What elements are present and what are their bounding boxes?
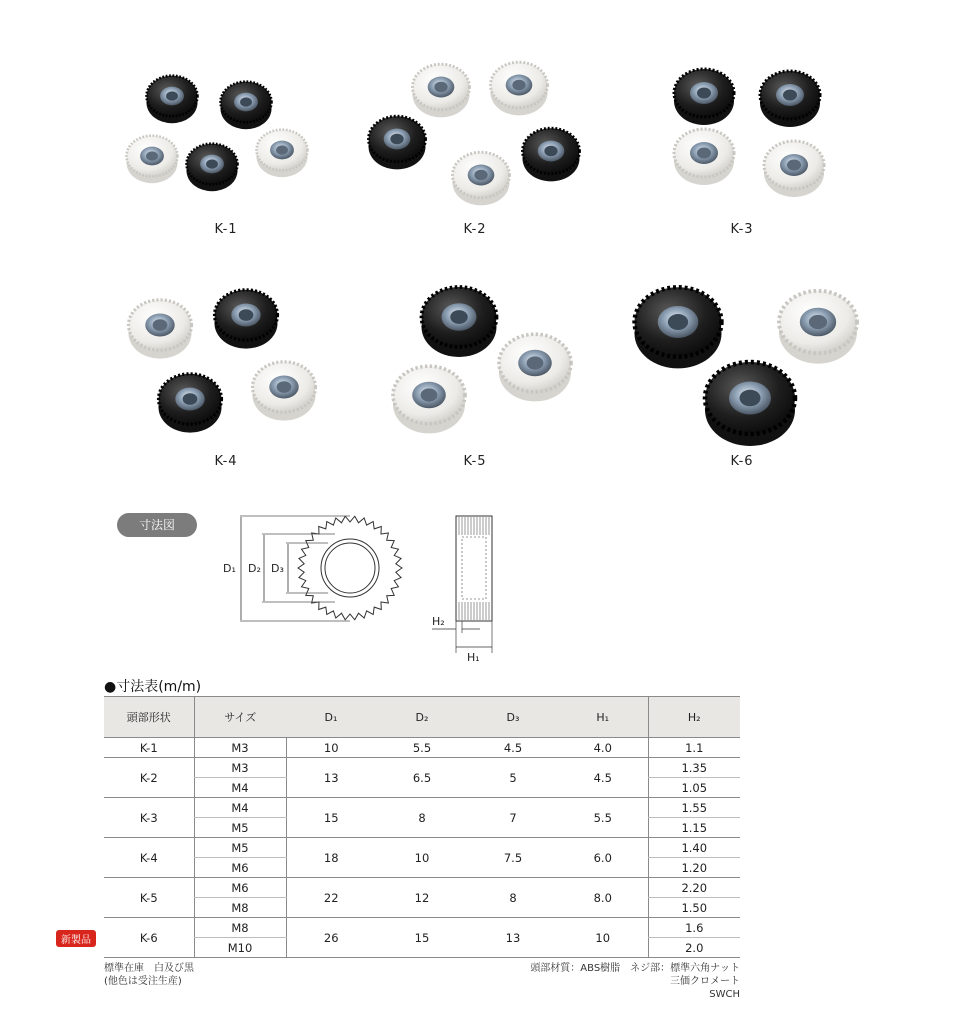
table-row [104, 738, 740, 758]
cell-size: M8 [194, 898, 286, 918]
cell-d1: 15 [286, 798, 376, 838]
cell-h1: 8.0 [558, 878, 648, 918]
label-d2: D₂ [248, 562, 261, 575]
photo-k6 [622, 270, 862, 450]
cell-d2: 8 [376, 798, 468, 838]
photo-k5 [355, 275, 595, 455]
cell-d2: 6.5 [376, 758, 468, 798]
cell-shape: K-6 [104, 918, 194, 958]
cell-h1: 4.0 [558, 738, 648, 758]
cell-size: M3 [194, 758, 286, 778]
caption-k6: K-6 [730, 454, 754, 469]
cell-shape: K-3 [104, 798, 194, 838]
cell-h2: 1.20 [648, 858, 740, 878]
table-row [104, 918, 740, 938]
cell-size: M5 [194, 818, 286, 838]
cell-h2: 1.50 [648, 898, 740, 918]
cell-h2: 1.35 [648, 758, 740, 778]
header-h2: H₂ [648, 697, 740, 738]
table-row [104, 838, 740, 858]
cell-d2: 15 [376, 918, 468, 958]
header-h1: H₁ [558, 697, 648, 738]
cell-h2: 1.05 [648, 778, 740, 798]
dimension-table-title: ●寸法表(m/m) [104, 679, 202, 695]
cell-h1: 10 [558, 918, 648, 958]
knurled-outline [298, 516, 402, 620]
table-header-row [104, 697, 740, 738]
photo-k2 [355, 55, 595, 235]
cell-d2: 12 [376, 878, 468, 918]
cell-d2: 5.5 [376, 738, 468, 758]
photo-k3 [622, 55, 862, 235]
caption-k5: K-5 [463, 454, 487, 469]
cell-d3: 13 [468, 918, 558, 958]
dimension-diagram-badge: 寸法図 [117, 513, 197, 537]
cell-d1: 22 [286, 878, 376, 918]
cell-d2: 10 [376, 838, 468, 878]
cell-d3: 8 [468, 878, 558, 918]
cell-shape: K-1 [104, 738, 194, 758]
caption-k3: K-3 [730, 222, 754, 237]
cell-size: M4 [194, 798, 286, 818]
cell-d1: 26 [286, 918, 376, 958]
photo-k1 [106, 60, 346, 240]
material-note [530, 962, 740, 1001]
table-row [104, 878, 740, 898]
stock-note-line: 標準在庫 白及び黒 [104, 963, 194, 974]
cell-h1: 4.5 [558, 758, 648, 798]
cell-d1: 13 [286, 758, 376, 798]
label-h2: H₂ [432, 615, 445, 628]
cell-h1: 5.5 [558, 798, 648, 838]
cell-h2: 1.55 [648, 798, 740, 818]
cell-size: M8 [194, 918, 286, 938]
cell-size: M6 [194, 858, 286, 878]
caption-k2: K-2 [463, 222, 487, 237]
cell-size: M4 [194, 778, 286, 798]
material-note-line: 三価クロメート [670, 976, 740, 987]
label-d3: D₃ [271, 562, 284, 575]
label-h1: H₁ [467, 651, 480, 664]
material-note-line: 頭部材質：ABS樹脂 ネジ部：標準六角ナット [530, 963, 740, 974]
cell-h2: 1.40 [648, 838, 740, 858]
dimension-diagram [210, 505, 520, 670]
header-d3: D₃ [468, 697, 558, 738]
header-size: サイズ [194, 697, 286, 738]
cell-d3: 7 [468, 798, 558, 838]
material-note-line: SWCH [709, 989, 740, 1000]
cell-d3: 7.5 [468, 838, 558, 878]
cell-size: M6 [194, 878, 286, 898]
cell-d3: 4.5 [468, 738, 558, 758]
cell-h2: 1.1 [648, 738, 740, 758]
stock-note [104, 962, 194, 988]
caption-k4: K-4 [214, 454, 238, 469]
cell-shape: K-5 [104, 878, 194, 918]
header-d1: D₁ [286, 697, 376, 738]
cell-d1: 10 [286, 738, 376, 758]
cell-h2: 2.0 [648, 938, 740, 958]
photo-k4 [106, 275, 346, 455]
header-d2: D₂ [376, 697, 468, 738]
cell-shape: K-4 [104, 838, 194, 878]
caption-k1: K-1 [214, 222, 238, 237]
cell-size: M5 [194, 838, 286, 858]
table-row [104, 798, 740, 818]
cell-h1: 6.0 [558, 838, 648, 878]
cell-size: M3 [194, 738, 286, 758]
cell-h2: 1.15 [648, 818, 740, 838]
cell-d1: 18 [286, 838, 376, 878]
table-row [104, 758, 740, 778]
cell-shape: K-2 [104, 758, 194, 798]
cell-d3: 5 [468, 758, 558, 798]
label-d1: D₁ [223, 562, 236, 575]
dimension-table [104, 696, 740, 958]
cell-size: M10 [194, 938, 286, 958]
cell-h2: 2.20 [648, 878, 740, 898]
header-shape: 頭部形状 [104, 697, 194, 738]
stock-note-line: (他色は受注生産) [104, 976, 182, 987]
new-product-badge: 新製品 [56, 930, 96, 947]
cell-h2: 1.6 [648, 918, 740, 938]
